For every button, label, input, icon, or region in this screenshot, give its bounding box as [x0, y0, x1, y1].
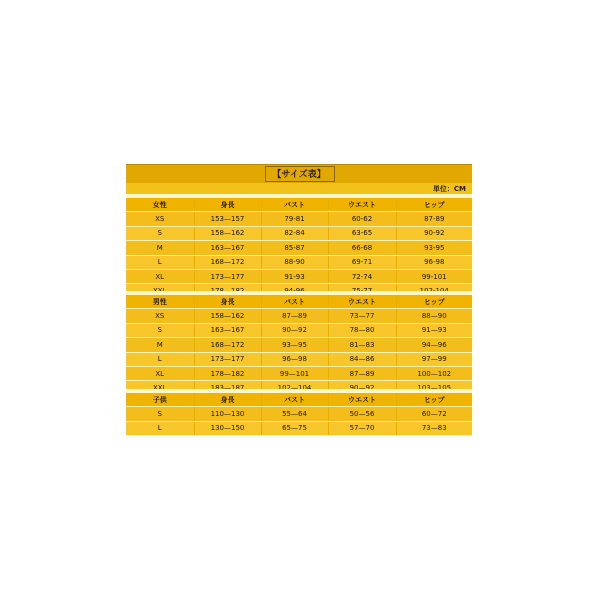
- waist-cell: 60-62: [328, 212, 396, 226]
- column-header: ヒップ: [396, 295, 472, 309]
- bust-cell: 96—98: [261, 352, 328, 366]
- height-cell: 178—182: [194, 366, 261, 380]
- height-cell: 168—172: [194, 338, 261, 352]
- size-cell: XS: [126, 212, 194, 226]
- waist-cell: 63-65: [328, 226, 396, 240]
- table-row: [126, 421, 472, 435]
- size-cell: M: [126, 338, 194, 352]
- hip-cell: 94—96: [396, 338, 472, 352]
- table-row: [126, 323, 472, 337]
- size-cell: L: [126, 255, 194, 269]
- table-row: [126, 407, 472, 421]
- hip-cell: 97—99: [396, 352, 472, 366]
- table-row: [126, 309, 472, 323]
- bust-cell: 90—92: [261, 323, 328, 337]
- bust-cell: 88-90: [261, 255, 328, 269]
- table-row: [126, 212, 472, 226]
- size-cell: S: [126, 226, 194, 240]
- height-cell: 163—167: [194, 323, 261, 337]
- waist-cell: 78—80: [328, 323, 396, 337]
- column-header: ウエスト: [328, 295, 396, 309]
- waist-cell: 87—89: [328, 366, 396, 380]
- bust-cell: 91-93: [261, 269, 328, 283]
- bust-cell: 87—89: [261, 309, 328, 323]
- section-header-row: [126, 393, 472, 407]
- waist-cell: 69-71: [328, 255, 396, 269]
- waist-cell: 57—70: [328, 421, 396, 435]
- table-row: [126, 269, 472, 283]
- hip-cell: 100—102: [396, 366, 472, 380]
- size-cell: L: [126, 352, 194, 366]
- hip-cell: 99-101: [396, 269, 472, 283]
- section-table: [126, 198, 472, 299]
- bust-cell: 79-81: [261, 212, 328, 226]
- column-header: バスト: [261, 198, 328, 212]
- hip-cell: 60—72: [396, 407, 472, 421]
- waist-cell: 50—56: [328, 407, 396, 421]
- size-cell: S: [126, 407, 194, 421]
- size-cell: XS: [126, 309, 194, 323]
- height-cell: 153—157: [194, 212, 261, 226]
- size-cell: M: [126, 241, 194, 255]
- bust-cell: 65—75: [261, 421, 328, 435]
- hip-cell: 73—83: [396, 421, 472, 435]
- hip-cell: 87-89: [396, 212, 472, 226]
- section-header-row: [126, 198, 472, 212]
- column-header: ウエスト: [328, 198, 396, 212]
- unit-row: [126, 183, 472, 194]
- table-row: [126, 338, 472, 352]
- size-chart: [126, 158, 472, 442]
- section-name: 女性: [126, 198, 194, 212]
- column-header: ウエスト: [328, 393, 396, 407]
- section-header-row: [126, 295, 472, 309]
- waist-cell: 66-68: [328, 241, 396, 255]
- bust-cell: 99—101: [261, 366, 328, 380]
- waist-cell: 84—86: [328, 352, 396, 366]
- column-header: バスト: [261, 393, 328, 407]
- height-cell: 173—177: [194, 352, 261, 366]
- waist-cell: 81—83: [328, 338, 396, 352]
- column-header: ヒップ: [396, 198, 472, 212]
- height-cell: 173—177: [194, 269, 261, 283]
- column-header: 身長: [194, 295, 261, 309]
- table-row: [126, 255, 472, 269]
- height-cell: 158—162: [194, 309, 261, 323]
- table-row: [126, 241, 472, 255]
- hip-cell: 91—93: [396, 323, 472, 337]
- hip-cell: 96-98: [396, 255, 472, 269]
- waist-cell: 73—77: [328, 309, 396, 323]
- size-cell: XL: [126, 366, 194, 380]
- height-cell: 163—167: [194, 241, 261, 255]
- column-header: バスト: [261, 295, 328, 309]
- chart-title: 【サイズ表】: [272, 170, 326, 180]
- size-cell: L: [126, 421, 194, 435]
- section-table: [126, 295, 472, 396]
- bust-cell: 93—95: [261, 338, 328, 352]
- hip-cell: 88—90: [396, 309, 472, 323]
- section-name: 子供: [126, 393, 194, 407]
- table-row: [126, 366, 472, 380]
- waist-cell: 72-74: [328, 269, 396, 283]
- column-header: 身長: [194, 393, 261, 407]
- height-cell: 158—162: [194, 226, 261, 240]
- height-cell: 110—130: [194, 407, 261, 421]
- hip-cell: 93-95: [396, 241, 472, 255]
- height-cell: 130—150: [194, 421, 261, 435]
- table-row: [126, 226, 472, 240]
- bust-cell: 55—64: [261, 407, 328, 421]
- title-bar: [126, 164, 472, 184]
- size-cell: XL: [126, 269, 194, 283]
- size-cell: S: [126, 323, 194, 337]
- unit-label: 単位：CM: [432, 185, 466, 193]
- hip-cell: 90-92: [396, 226, 472, 240]
- table-row: [126, 352, 472, 366]
- section-table: [126, 393, 472, 436]
- bust-cell: 85-87: [261, 241, 328, 255]
- height-cell: 168—172: [194, 255, 261, 269]
- section-name: 男性: [126, 295, 194, 309]
- bust-cell: 82-84: [261, 226, 328, 240]
- column-header: ヒップ: [396, 393, 472, 407]
- column-header: 身長: [194, 198, 261, 212]
